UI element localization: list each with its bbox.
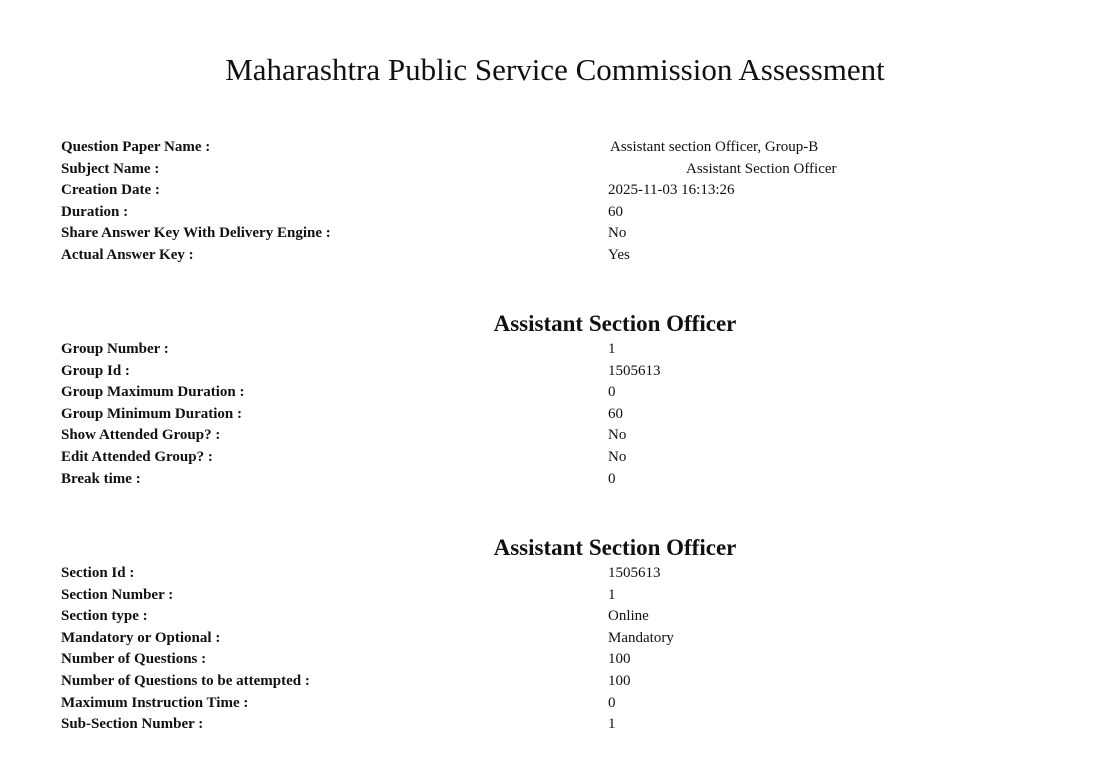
detail-label: Break time : (61, 470, 141, 487)
section-heading: Assistant Section Officer (493, 535, 737, 560)
detail-value: Assistant Section Officer (686, 160, 837, 177)
detail-label: Group Number : (61, 341, 169, 357)
detail-row-section-id (0, 563, 1100, 585)
detail-value: Mandatory (608, 629, 674, 646)
detail-value: 1505613 (608, 362, 661, 379)
detail-row-mandatory-optional (0, 628, 1100, 650)
detail-label: Section Number : (61, 586, 174, 603)
detail-row-subject-name (0, 159, 1100, 181)
detail-row-group-id (0, 361, 1100, 383)
detail-row-section-number (0, 585, 1100, 607)
group-heading: Assistant Section Officer (493, 311, 737, 336)
detail-label: Group Id : (61, 362, 130, 379)
detail-value: 100 (608, 651, 631, 668)
detail-row-group-number (0, 339, 1100, 361)
detail-row-creation-date (0, 180, 1100, 202)
detail-row-share-answer-key (0, 223, 1100, 245)
detail-value: 60 (608, 405, 623, 422)
document-title: Maharashtra Public Service Commission Assessment (225, 52, 885, 87)
detail-label: Show Attended Group? : (61, 427, 221, 444)
detail-row-group-min-duration (0, 404, 1100, 426)
detail-value: 2025-11-03 16:13:26 (608, 182, 735, 199)
paper-details (0, 137, 1100, 267)
detail-row-sub-section-number (0, 714, 1100, 736)
detail-row-question-paper-name (0, 137, 1100, 159)
detail-row-section-type (0, 606, 1100, 628)
detail-label: Number of Questions : (61, 651, 207, 668)
group-details (0, 310, 1100, 490)
detail-label: Actual Answer Key : (61, 246, 194, 263)
detail-value: Yes (608, 246, 630, 263)
detail-label: Group Minimum Duration : (61, 405, 242, 422)
detail-row-break-time (0, 469, 1100, 491)
detail-value: 1 (608, 586, 616, 603)
detail-value: 0 (608, 470, 616, 487)
detail-label: Section type : (61, 608, 148, 625)
detail-row-edit-attended-group (0, 447, 1100, 469)
detail-value: No (608, 448, 627, 465)
detail-row-questions-to-attempt (0, 671, 1100, 693)
detail-value: 60 (608, 203, 623, 220)
detail-value: No (608, 225, 627, 242)
detail-label: Number of Questions to be attempted : (61, 672, 310, 689)
detail-label: Group Maximum Duration : (61, 384, 245, 401)
detail-row-show-attended-group (0, 425, 1100, 447)
detail-value: Online (608, 608, 649, 625)
detail-value: Assistant section Officer, Group-B (610, 139, 819, 155)
detail-label: Question Paper Name : (61, 139, 211, 155)
detail-label: Section Id : (61, 565, 135, 581)
detail-value: 1 (608, 716, 616, 733)
detail-label: Maximum Instruction Time : (61, 694, 249, 711)
detail-label: Mandatory or Optional : (61, 629, 221, 646)
detail-value: 1 (608, 341, 616, 357)
detail-label: Duration : (61, 203, 129, 220)
detail-label: Creation Date : (61, 182, 160, 199)
detail-value: 0 (608, 694, 616, 711)
detail-row-group-max-duration (0, 382, 1100, 404)
section-details (0, 534, 1100, 736)
detail-label: Edit Attended Group? : (61, 448, 213, 465)
detail-label: Share Answer Key With Delivery Engine : (61, 225, 331, 242)
detail-value: 0 (608, 384, 616, 401)
detail-value: 1505613 (608, 565, 661, 581)
detail-row-actual-answer-key (0, 245, 1100, 267)
detail-row-max-instruction-time (0, 693, 1100, 715)
detail-row-duration (0, 202, 1100, 224)
detail-row-number-of-questions (0, 649, 1100, 671)
detail-value: 100 (608, 672, 631, 689)
detail-label: Subject Name : (61, 160, 160, 177)
detail-label: Sub-Section Number : (61, 716, 204, 733)
detail-value: No (608, 427, 627, 444)
